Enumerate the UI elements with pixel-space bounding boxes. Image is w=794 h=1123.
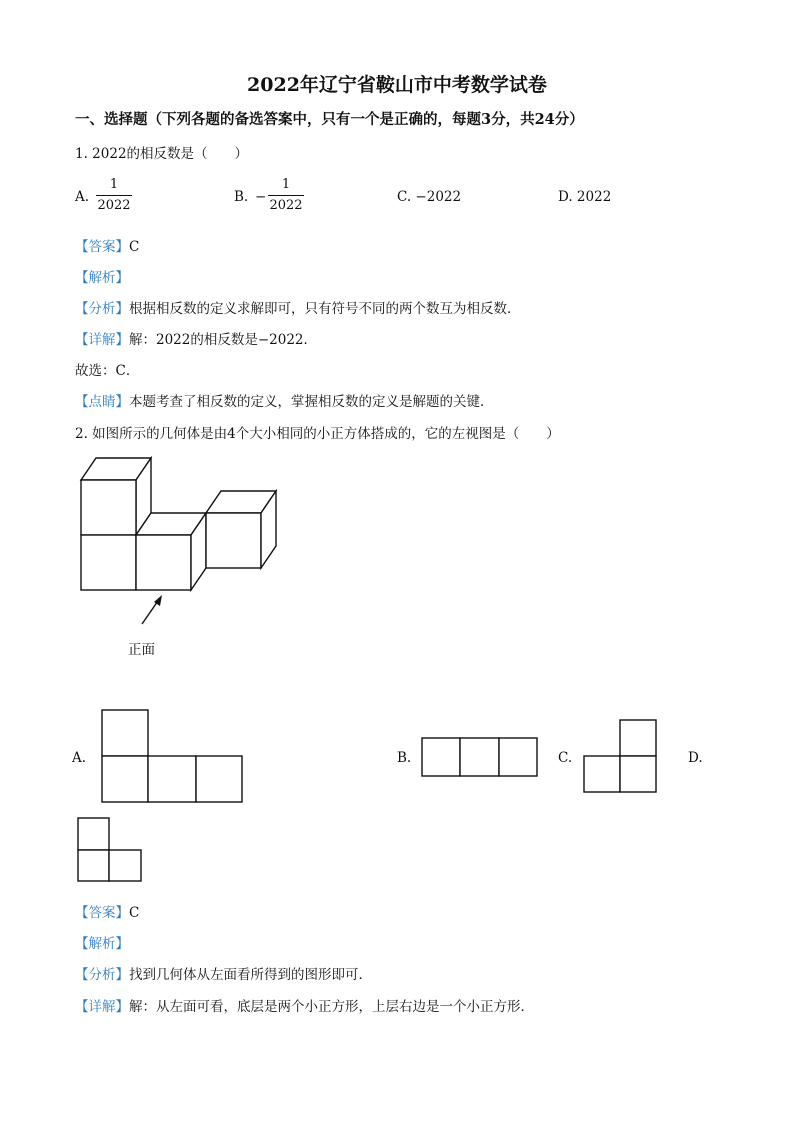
q2-option-a-label: A. xyxy=(72,750,87,766)
q2-option-b-label: B. xyxy=(397,750,412,766)
q2-option-d-label: D. xyxy=(688,750,703,766)
fenxi-tag: 【分析】 xyxy=(75,967,129,983)
q1-guxuan: 故选：C． xyxy=(75,363,140,379)
q1-option-b-denominator: 2022 xyxy=(269,198,303,213)
answer-value: C xyxy=(129,239,140,255)
fenxi-tag: 【分析】 xyxy=(75,301,129,317)
square xyxy=(109,850,141,881)
square xyxy=(78,850,109,881)
xiangjie-text: 解：2022的相反数是−2022． xyxy=(129,332,318,348)
q1-option-b-sign: − xyxy=(255,189,267,205)
figure-label-front: 正面 xyxy=(128,642,155,658)
fenxi-text: 找到几何体从左面看所得到的图形即可． xyxy=(129,967,372,983)
square xyxy=(78,818,109,850)
page-title: 2022年辽宁省鞍山市中考数学试卷 xyxy=(247,74,547,96)
q1-option-a-numerator: 1 xyxy=(109,177,119,192)
q1-option-b-numerator: 1 xyxy=(281,177,291,192)
q2-xiangjie-line xyxy=(75,995,534,1015)
dianjing-text: 本题考查了相反数的定义，掌握相反数的定义是解题的关键． xyxy=(129,394,494,410)
answer-value: C xyxy=(129,905,140,921)
q1-stem: 1. 2022的相反数是（ ） xyxy=(75,146,249,162)
section-heading: 一、选择题（下列各题的备选答案中，只有一个是正确的，每题3分，共24分） xyxy=(75,111,584,128)
xiangjie-tag: 【详解】 xyxy=(75,999,129,1015)
answer-tag: 【答案】 xyxy=(75,239,129,255)
q2-fenxi-line xyxy=(75,963,372,983)
analysis-tag: 【解析】 xyxy=(75,270,129,286)
analysis-tag: 【解析】 xyxy=(75,936,129,952)
dianjing-tag: 【点睛】 xyxy=(75,394,129,410)
fenxi-text: 根据相反数的定义求解即可，只有符号不同的两个数互为相反数． xyxy=(129,301,521,317)
q1-option-a-label: A. xyxy=(75,189,90,205)
xiangjie-text: 解：从左面可看，底层是两个小正方形，上层右边是一个小正方形． xyxy=(129,999,534,1015)
q1-option-c: C. −2022 xyxy=(397,189,462,205)
q1-option-d: D. 2022 xyxy=(558,189,612,205)
q2-option-c-label: C. xyxy=(558,750,573,766)
q1-option-b-label: B. xyxy=(234,189,249,205)
q2-answer-line xyxy=(75,901,139,921)
answer-tag: 【答案】 xyxy=(75,905,129,921)
q2-analysis-tag xyxy=(75,932,129,952)
q1-option-a-denominator: 2022 xyxy=(97,198,131,213)
q2-stem: 2. 如图所示的几何体是由4个大小相同的小正方体搭成的，它的左视图是（ ） xyxy=(75,426,560,442)
xiangjie-tag: 【详解】 xyxy=(75,332,129,348)
